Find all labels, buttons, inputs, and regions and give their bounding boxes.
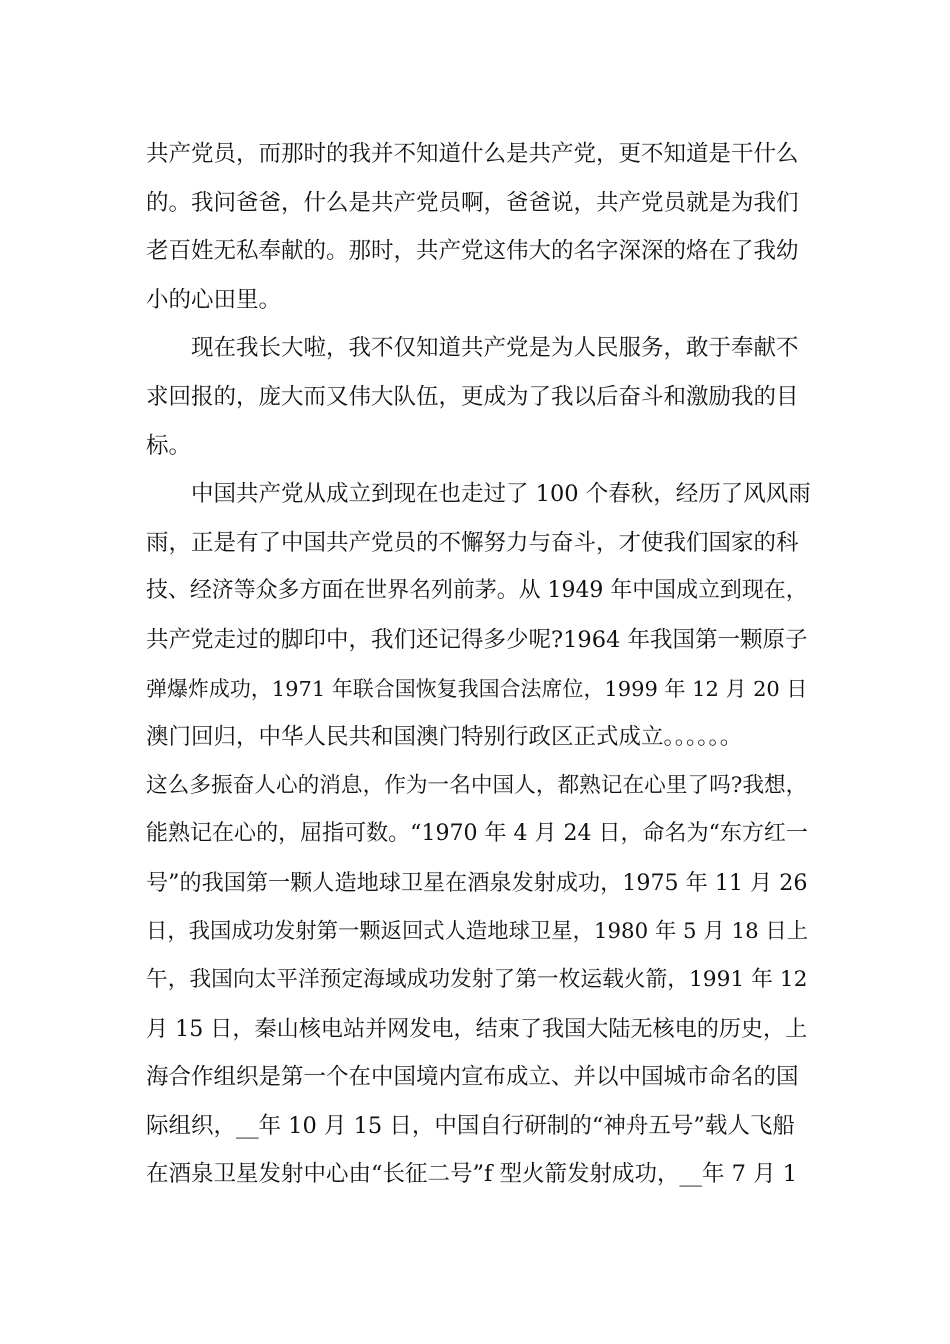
paragraph-first-line: 现在我长大啦，我不仅知道共产党是为人民服务，敢于奉献不	[191, 335, 799, 362]
text-line: 的。我问爸爸，什么是共产党员啊，爸爸说，共产党员就是为我们	[146, 189, 799, 216]
text-line: 老百姓无私奉献的。那时，共产党这伟大的名字深深的烙在了我幼	[146, 238, 799, 265]
text-line: 求回报的，庞大而又伟大队伍，更成为了我以后奋斗和激励我的目	[146, 383, 799, 410]
text-line: 弹爆炸成功，1971 年联合国恢复我国合法席位，1999 年 12 月 20 日	[146, 676, 808, 701]
text-line: 技、经济等众多方面在世界名列前茅。从 1949 年中国成立到现在，	[146, 578, 808, 604]
text-line: 号”的我国第一颗人造地球卫星在酒泉发射成功，1975 年 11 月 26	[146, 869, 808, 896]
text-line: 小的心田里。	[146, 286, 282, 313]
text-line: 午，我国向太平洋预定海域成功发射了第一枚运载火箭，1991 年 12	[146, 967, 808, 993]
text-line: 在酒泉卫星发射中心由“长征二号”f 型火箭发射成功，__年 7 月 1	[146, 1161, 798, 1188]
paragraph-first-line: 中国共产党从成立到现在也走过了 100 个春秋，经历了风风雨	[191, 481, 811, 508]
text-line: 这么多振奋人心的消息，作为一名中国人，都熟记在心里了吗?我想，	[146, 772, 808, 798]
text-line: 共产党员，而那时的我并不知道什么是共产党，更不知道是干什么	[146, 141, 799, 167]
text-line: 澳门回归，中华人民共和国澳门特别行政区正式成立。。。。。。	[146, 724, 743, 751]
document-body	[146, 130, 811, 1199]
text-line: 海合作组织是第一个在中国境内宣布成立、并以中国城市命名的国	[146, 1064, 799, 1091]
text-line: 标。	[146, 432, 192, 459]
text-line: 月 15 日，秦山核电站并网发电，结束了我国大陆无核电的历史，上	[146, 1015, 808, 1042]
text-line: 共产党走过的脚印中，我们还记得多少呢?1964 年我国第一颗原子	[146, 626, 808, 653]
text-line: 能熟记在心的，屈指可数。“1970 年 4 月 24 日，命名为“东方红一	[146, 821, 808, 847]
text-line: 日，我国成功发射第一颗返回式人造地球卫星，1980 年 5 月 18 日上	[146, 918, 809, 944]
text-line: 际组织，__年 10 月 15 日，中国自行研制的“神舟五号”载人飞船	[146, 1112, 795, 1139]
text-line: 雨，正是有了中国共产党员的不懈努力与奋斗，才使我们国家的科	[146, 529, 799, 556]
